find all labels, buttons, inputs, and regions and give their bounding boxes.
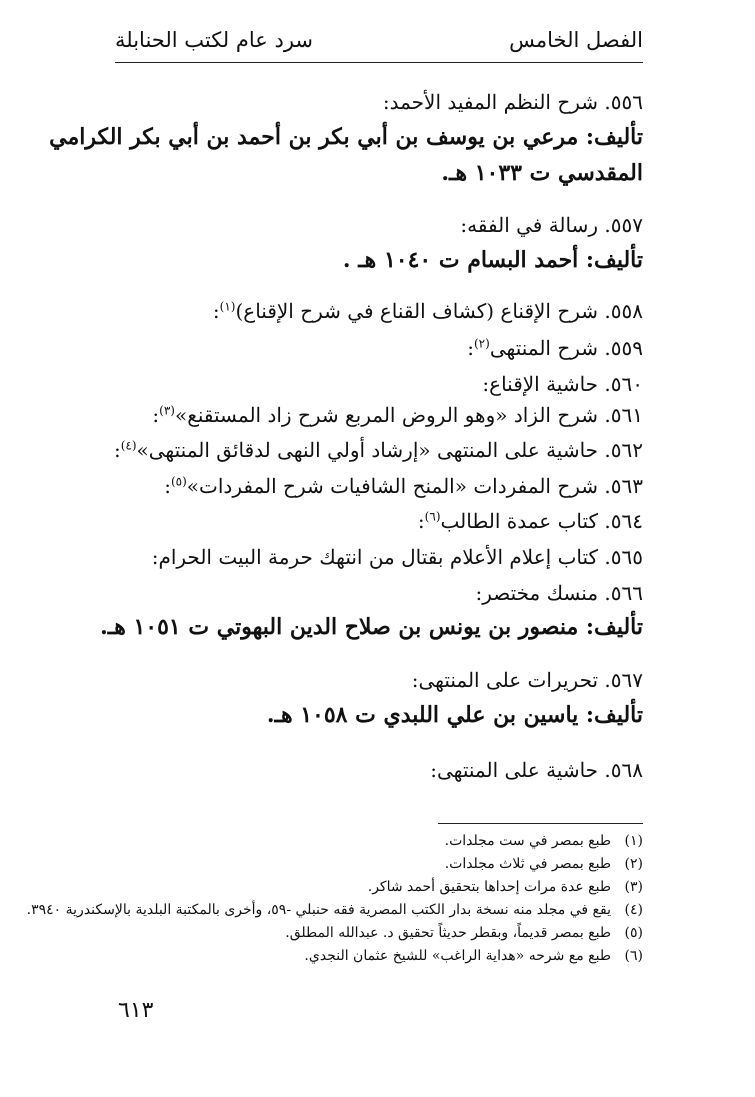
entry-line: ٥٥٨. شرح الإقناع (كشاف القناع في شرح الإقناع)$^{(١)}$: [212,299,643,323]
entry-line: ٥٦٢. حاشية على المنتهى «إرشاد أولي النهى لدقائق المنتهى»$^{(٤)}$: [113,438,643,462]
entry-line: ٥٦٠. حاشية الإقناع: [482,372,643,396]
entry-line: ٥٥٦. شرح النظم المفيد الأحمد: [382,90,643,114]
footnote-ref: (١) [219,299,236,314]
footnote-ref: (٤) [120,438,137,453]
entry-line: ٥٦٤. كتاب عمدة الطالب$^{(٦)}$: [417,509,643,533]
entry-line: ٥٦٧. تحريرات على المنتهى: [411,668,643,692]
footnote: (٦)طبع مع شرحه «هداية الراغب» للشيخ عثمان النجدي. [304,948,643,964]
page-number: ٦١٣ [118,998,154,1023]
header-divider [115,62,643,63]
author-line: تأليف: ياسين بن علي اللبدي ت ١٠٥٨ هـ. [266,702,643,728]
entry-line: ٥٥٩. شرح المنتهى$^{(٢)}$: [467,336,643,360]
author-line: تأليف: أحمد البسام ت ١٠٤٠ هـ . [342,247,643,273]
footnote-divider [438,823,643,824]
entry-line: ٥٦٥. كتاب إعلام الأعلام بقتال من انتهك حرمة البيت الحرام: [151,545,643,569]
running-header-chapter: الفصل الخامس [509,28,643,52]
footnote-ref: (٦) [424,509,441,524]
footnote: (٣)طبع عدة مرات إحداها بتحقيق أحمد شاكر. [367,879,643,895]
entry-line: ٥٦٦. منسك مختصر: [475,581,643,605]
running-header-book-title: سرد عام لكتب الحنابلة [115,28,314,52]
entry-line: ٥٥٧. رسالة في الفقه: [460,213,643,237]
footnote: (٤)يقع في مجلد منه نسخة بدار الكتب المصرية فقه حنبلي -٥٩، وأخرى بالمكتبة البلدية بالإسكندرية ٣٩٤٠. [26,902,643,918]
author-line: تأليف: منصور بن يونس بن صلاح الدين البهوتي ت ١٠٥١ هـ. [100,614,643,640]
footnote-ref: (٣) [159,403,175,418]
footnote: (٥)طبع بمصر قديماً، وبقطر حديثاً تحقيق د. عبدالله المطلق. [285,925,643,941]
footnote: (٢)طبع بمصر في ثلاث مجلدات. [444,856,643,872]
entry-line: ٥٦١. شرح الزاد «وهو الروض المربع شرح زاد المستقنع»$^{(٣)}$: [152,403,643,427]
entry-line: ٥٦٨. حاشية على المنتهى: [430,758,643,782]
footnote-ref: (٥) [170,474,187,489]
author-line: المقدسي ت ١٠٣٣ هـ. [441,160,643,186]
entry-line: ٥٦٣. شرح المفردات «المنح الشافيات شرح المفردات»$^{(٥)}$: [164,474,643,498]
footnote: (١)طبع بمصر في ست مجلدات. [444,833,643,849]
author-line: تأليف: مرعي بن يوسف بن أبي بكر بن أحمد بن أبي بكر الكرامي [49,124,643,150]
footnote-ref: (٢) [473,336,490,351]
